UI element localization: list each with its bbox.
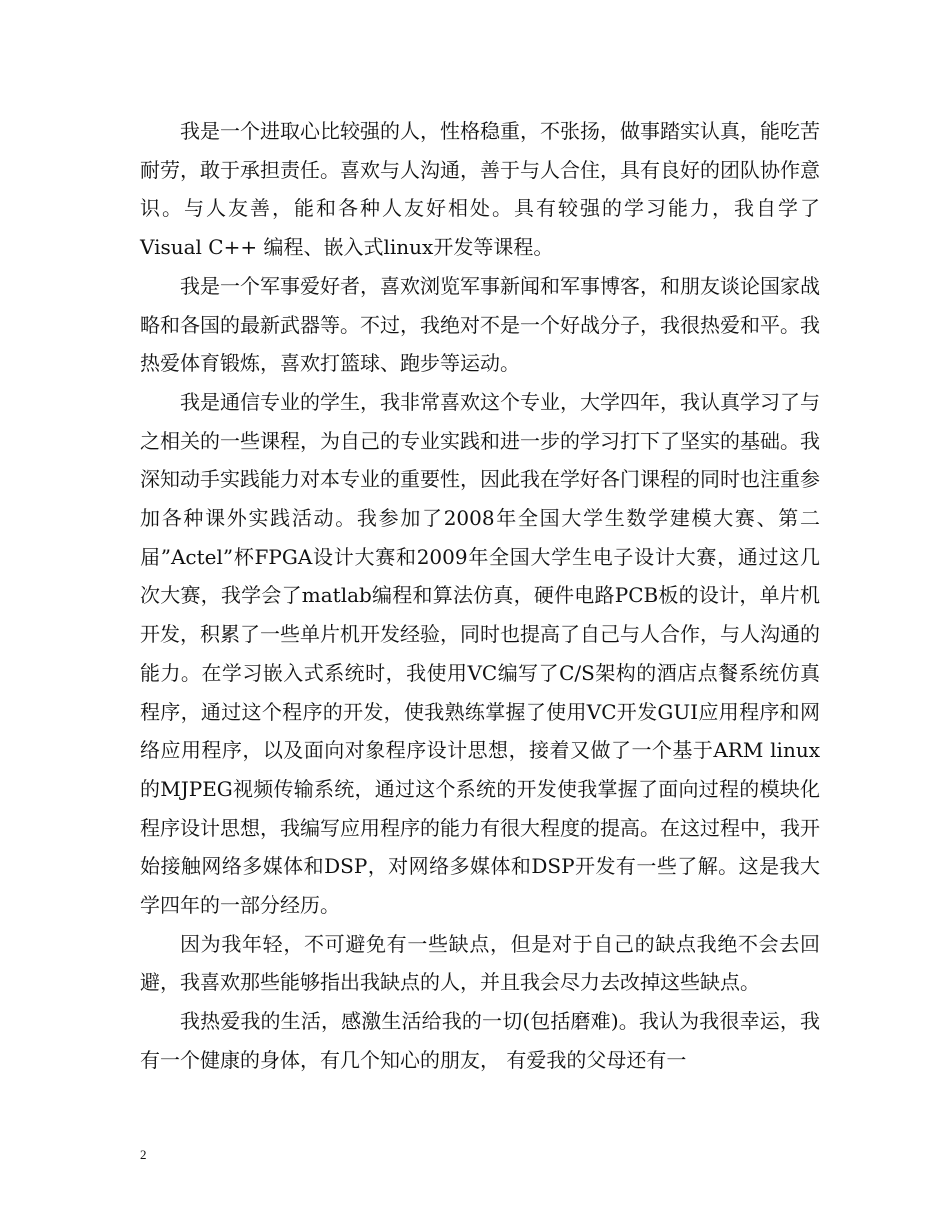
paragraph: 因为我年轻，不可避免有一些缺点，但是对于自己的缺点我绝不会去回避，我喜欢那些能够指出我缺点的人，并且我会尽力去改掉这些缺点。	[140, 931, 820, 995]
paragraph: 我是一个进取心比较强的人，性格稳重，不张扬，做事踏实认真，能吃苦耐劳，敢于承担责任。喜欢与人沟通，善于与人合住，具有良好的团队协作意识。与人友善，能和各种人友好相处。具有较强的学习能力，我自学了Visual C++ 编程、嵌入式linux开发等课程。	[140, 119, 820, 260]
paragraph: 我是一个军事爱好者，喜欢浏览军事新闻和军事博客，和朋友谈论国家战略和各国的最新武器等。不过，我绝对不是一个好战分子，我很热爱和平。我热爱体育锻炼，喜欢打篮球、跑步等运动。	[140, 273, 820, 376]
paragraph: 我热爱我的生活，感激生活给我的一切(包括磨难)。我认为我很幸运，我有一个健康的身体，有几个知心的朋友， 有爱我的父母还有一	[140, 1009, 820, 1072]
paragraph: 我是通信专业的学生，我非常喜欢这个专业，大学四年，我认真学习了与之相关的一些课程，为自己的专业实践和进一步的学习打下了坚实的基础。我深知动手实践能力对本专业的重要性，因此我在学好各门课程的同时也注重参加各种课外实践活动。我参加了2008年全国大学生数学建模大赛、第二届”Actel”杯FPGA设计大赛和2009年全国大学生电子设计大赛，通过这几次大赛，我学会了matlab编程和算法仿真，硬件电路PCB板的设计，单片机开发，积累了一些单片机开发经验，同时也提高了自己与人合作，与人沟通的能力。在学习嵌入式系统时，我使用VC编写了C/S架构的酒店点餐系统仿真程序，通过这个程序的开发，使我熟练掌握了使用VC开发GUI应用程序和网络应用程序，以及面向对象程序设计思想，接着又做了一个基于ARM linux的MJPEG视频传输系统，通过这个系统的开发使我掌握了面向过程的模块化程序设计思想，我编写应用程序的能力有很大程度的提高。在这过程中，我开始接触网络多媒体和DSP，对网络多媒体和DSP开发有一些了解。这是我大学四年的一部分经历。	[140, 389, 820, 918]
page-number: 2	[140, 1147, 147, 1162]
document-body	[140, 112, 820, 1080]
